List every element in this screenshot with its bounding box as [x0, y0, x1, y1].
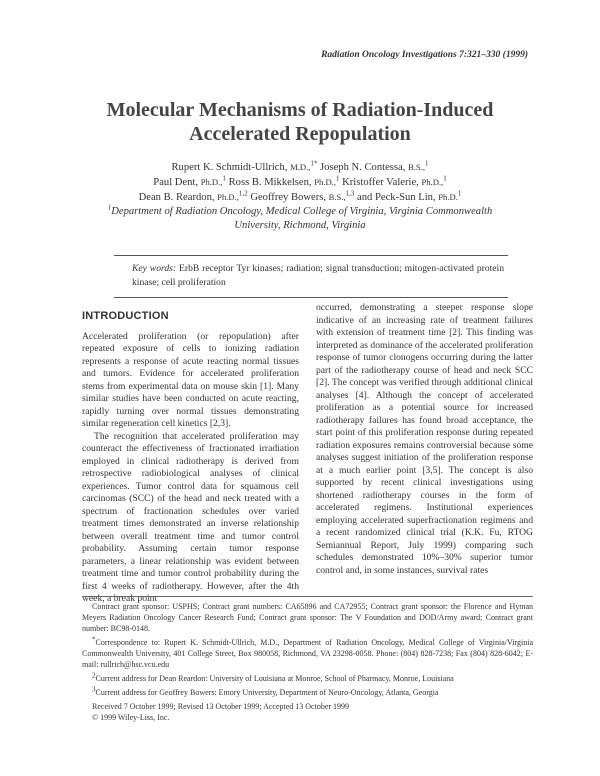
affiliation-line-2: University, Richmond, Virginia — [234, 220, 366, 231]
footnote-grant: Contract grant sponsor: USPHS; Contract grant numbers: CA65896 and CA72955; Contract grant sponsor: the Florence and Hyman Meyers Radiation Oncology Cancer Research Fund; Contract grant sponsor: The V Foundation and DOD/Army award; Contract grant number: BC98-0148. — [82, 602, 533, 633]
footnote-mark: 3 — [92, 685, 96, 694]
footnote-address-2-text: Current address for Dean Reardon: University of Louisiana at Monroe, School of Pharmacy, Monroe, Louisiana — [95, 674, 454, 683]
author-affiliation-mark: 1 — [222, 174, 226, 183]
author-name: Geoffrey Bowers, — [250, 192, 327, 203]
author-affiliation-mark: 1* — [310, 159, 318, 168]
author-affiliation-mark: 1 — [457, 189, 462, 198]
author-degree: B.S., — [328, 192, 346, 202]
author-name: Kristoffer Valerie, — [342, 177, 419, 188]
author-name: Peck-Sun Lin, — [375, 192, 436, 203]
received-dates: Received 7 October 1999; Revised 13 October 1999; Accepted 13 October 1999 — [92, 702, 350, 711]
intro-paragraph-1: Accelerated proliferation (or repopulation) after repeated exposure of cells to ionizing radiation represents a response of acute reacting normal tissues and tumors. Evidence for accelerated proliferation stems from experimental data on mouse skin [1]. Many similar studies have been conducted on acute reacting, rapidly turning over normal tissues demonstrating similar regeneration cell kinetics [2,3]. — [82, 330, 299, 429]
affiliation-mark: 1 — [107, 203, 112, 212]
copyright: © 1999 Wiley-Liss, Inc. — [92, 713, 170, 722]
author-connector: and — [357, 192, 373, 203]
intro-paragraph-2: The recognition that accelerated proliferation may counteract the effectiveness of fractionated irradiation employed in clinical radiotherapy is derived from retrospective radiobiological analyses of clinical experiences. Tumor control data for squamous cell carcinomas (SCC) of the head and neck treated with a spectrum of fractionation schedules over varied treatment times demonstrated an inverse relationship between overall treatment time and tumor control probability. Assuming certain tumor response parameters, a linear relationship was evident between treatment time and tumor control probability during the first 4 weeks of radiotherapy. However, after the 4th week, a break point — [82, 430, 299, 604]
footnote-address-3-text: Current address for Geoffrey Bowers: Emory University, Department of Neuro-Oncology, Atlanta, Georgia — [95, 688, 439, 697]
section-heading-introduction: INTRODUCTION — [82, 310, 169, 322]
author-degree: Ph.D., — [421, 177, 444, 187]
affiliation — [0, 205, 600, 233]
author-degree: Ph.D. — [438, 192, 458, 202]
author-affiliation-mark: 1,2 — [238, 189, 248, 198]
author-degree: Ph.D., — [200, 177, 223, 187]
author-name: Dean B. Reardon, — [138, 192, 215, 203]
author-affiliation-mark: 1 — [443, 174, 447, 183]
keywords-box — [114, 255, 508, 298]
authors-line-3 — [0, 190, 600, 205]
footnote-mark: 2 — [92, 671, 96, 680]
author-name: Ross B. Mikkelsen, — [228, 177, 312, 188]
footnote-address-2 — [82, 673, 533, 684]
footnote-mark: * — [92, 635, 96, 644]
keywords-label: Key words: — [132, 263, 177, 274]
author-name: Rupert K. Schmidt-Ullrich, — [171, 162, 288, 173]
author-list — [0, 160, 600, 233]
body-column-left — [82, 310, 299, 606]
footnote-correspondence — [82, 637, 533, 670]
body-column-right — [316, 302, 533, 577]
author-affiliation-mark: 1 — [335, 174, 340, 183]
article-title — [0, 98, 600, 146]
footnotes — [82, 601, 533, 723]
title-line-2: Accelerated Repopulation — [189, 123, 411, 145]
author-affiliation-mark: 1 — [425, 159, 429, 168]
author-degree: Ph.D., — [217, 192, 239, 202]
affiliation-line-1: Department of Radiation Oncology, Medical College of Virginia, Virginia Commonwealth — [111, 206, 493, 217]
authors-line-2 — [0, 175, 600, 190]
intro-paragraph-continued: occurred, demonstrating a steeper response slope indicative of an increasing rate of treatment failures with extension of treatment time [2]. This finding was interpreted as dominance of the accelerated proliferation response of tumor clonogens occurring during the latter part of the radiotherapy course of head and neck SCC [2]. The concept was verified through additional clinical analyses [4]. Although the concept of accelerated proliferation as a potential source for increased radiotherapy failures has found broad acceptance, the start point of this proliferation response during repeated radiation exposures remains controversial because some analyses suggest initiation of the proliferation response at a much earlier point [3,5]. The concept is also supported by recent clinical investigations using shortened radiotherapy courses in the form of accelerated regimens. Institutional experiences employing accelerated superfractionation regimens and a recent randomized clinical trial (K.K. Fu, RTOG Semiannual Report, July 1999) comparing such schedules demonstrated 10%–30% superior tumor control and, in some instances, survival rates — [316, 302, 533, 576]
authors-line-1 — [0, 160, 600, 175]
author-degree: Ph.D., — [314, 177, 336, 187]
journal-citation: Radiation Oncology Investigations 7:321–330 (1999) — [321, 50, 528, 60]
title-line-1: Molecular Mechanisms of Radiation-Induced — [106, 99, 494, 121]
footnote-address-3 — [82, 687, 533, 698]
author-degree: M.D., — [290, 162, 311, 172]
keywords-text: ErbB receptor Tyr kinases; radiation; signal transduction; mitogen-activated protein kinase; cell proliferation — [132, 263, 505, 288]
footnote-correspondence-text: Correspondence to: Rupert K. Schmidt-Ullrich, M.D., Department of Radiation Oncology, Medical College of Virginia/Virginia Commonwealth University, 401 College Street, Box 980058, Richmond, VA 23298-0058. Phone: (804) 828-7238; Fax (804) 828-6042; E-mail: rullrich@hsc.vcu.edu — [82, 638, 533, 669]
footnote-divider — [82, 596, 533, 597]
author-affiliation-mark: 1,3 — [345, 189, 355, 198]
author-name: Paul Dent, — [153, 177, 199, 188]
author-degree: B.S., — [408, 162, 425, 172]
author-name: Joseph N. Contessa, — [320, 162, 406, 173]
